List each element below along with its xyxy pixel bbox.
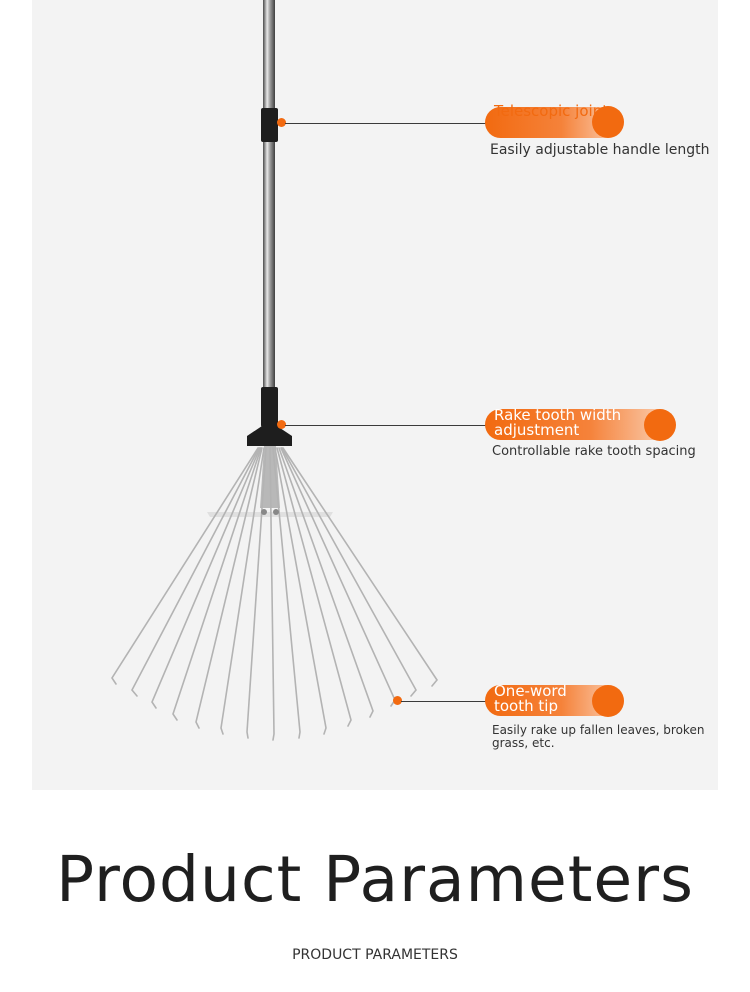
section-subtitle: PRODUCT PARAMETERS xyxy=(292,947,458,963)
adjustment-collar xyxy=(261,387,278,427)
callout-description: Controllable rake tooth spacing xyxy=(492,444,696,459)
callout-leader-line xyxy=(285,123,490,124)
callout-leader-line xyxy=(401,701,490,702)
callout-title: One-word tooth tip xyxy=(494,682,567,715)
callout-title-dot xyxy=(644,409,676,441)
callout-title: Rake tooth width adjustment xyxy=(494,406,622,439)
telescopic-joint xyxy=(261,108,278,142)
callout-title: Telescopic joint xyxy=(494,102,609,120)
rake-bracket xyxy=(247,426,292,446)
callout-description: Easily adjustable handle length xyxy=(490,142,710,158)
callout-description: Easily rake up fallen leaves, broken grass, etc. xyxy=(492,723,705,750)
callout-leader-line xyxy=(285,425,490,426)
section-title: Product Parameters xyxy=(56,843,694,916)
rake-handle xyxy=(263,0,275,392)
